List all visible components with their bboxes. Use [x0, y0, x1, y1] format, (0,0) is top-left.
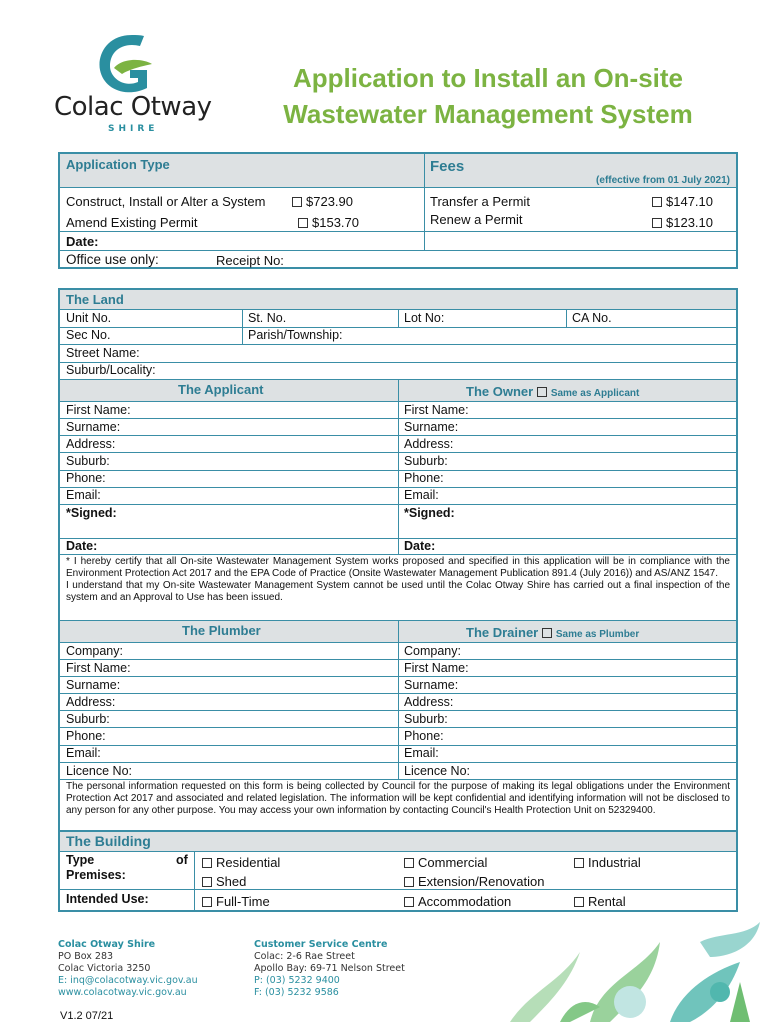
renew-checkbox[interactable]	[652, 218, 662, 228]
renew-label: Renew a Permit	[430, 212, 523, 227]
land-heading: The Land	[66, 292, 124, 307]
plumber-suburb[interactable]: Suburb:	[66, 712, 110, 726]
premises-word: Premises:	[66, 868, 126, 882]
fees-effective-date: (effective from 01 July 2021)	[596, 175, 730, 186]
construct-checkbox[interactable]	[292, 197, 302, 207]
construct-label: Construct, Install or Alter a System	[66, 194, 266, 209]
commercial-option[interactable]: Commercial	[404, 855, 487, 870]
footer-shire-contact: Colac Otway Shire PO Box 283 Colac Victoria 3250 E: inq@colacotway.vic.gov.au www.colacotway.vic.gov.au	[58, 939, 198, 998]
lot-no-field[interactable]: Lot No:	[404, 311, 445, 325]
plumber-address[interactable]: Address:	[66, 695, 116, 709]
residential-checkbox[interactable]	[202, 858, 212, 868]
drainer-suburb[interactable]: Suburb:	[404, 712, 448, 726]
owner-surname[interactable]: Surname:	[404, 420, 459, 434]
same-as-plumber-checkbox[interactable]	[542, 628, 552, 638]
plumber-phone[interactable]: Phone:	[66, 729, 106, 743]
drainer-address[interactable]: Address:	[404, 695, 454, 709]
owner-suburb[interactable]: Suburb:	[404, 454, 448, 468]
extension-checkbox[interactable]	[404, 877, 414, 887]
owner-signed[interactable]: *Signed:	[404, 506, 455, 520]
fees-heading: Fees	[430, 158, 465, 175]
certification-text: * I hereby certify that all On-site Wastewater Management System works proposed and specified in this application will be in compliance with the Environment Protection Act 2017 and the EPA Code of Practice (Onsite Wastewater Management Publication 891.4 (July 2016)) and AS/ANZ 1547. I understand that my On-site Wastewater Management System cannot be used until the Colac Otway Shire has carried out a final inspection of the system and an Approval to Use has been issued.	[66, 556, 730, 603]
intended-use-label: Intended Use:	[66, 892, 149, 906]
residential-option[interactable]: Residential	[202, 855, 280, 870]
org-sub: SHIRE	[108, 124, 159, 134]
owner-heading: The Owner Same as Applicant	[466, 384, 640, 399]
amend-option[interactable]: $153.70	[298, 215, 359, 230]
extension-option[interactable]: Extension/Renovation	[404, 874, 544, 889]
footer-email[interactable]: E: inq@colacotway.vic.gov.au	[58, 975, 198, 986]
shed-checkbox[interactable]	[202, 877, 212, 887]
application-type-heading: Application Type	[66, 157, 170, 172]
owner-first-name[interactable]: First Name:	[404, 403, 469, 417]
accommodation-checkbox[interactable]	[404, 897, 414, 907]
applicant-address[interactable]: Address:	[66, 437, 116, 451]
same-as-applicant-checkbox[interactable]	[537, 387, 547, 397]
org-name: Colac Otway	[54, 92, 212, 122]
amend-checkbox[interactable]	[298, 218, 308, 228]
plumber-heading: The Plumber	[182, 623, 261, 638]
plumber-licence[interactable]: Licence No:	[66, 764, 133, 778]
footer-website[interactable]: www.colacotway.vic.gov.au	[58, 987, 187, 998]
rental-checkbox[interactable]	[574, 897, 584, 907]
parish-field[interactable]: Parish/Township:	[248, 328, 343, 342]
unit-no-field[interactable]: Unit No.	[66, 311, 112, 325]
version-label: V1.2 07/21	[60, 1010, 114, 1022]
applicant-phone[interactable]: Phone:	[66, 471, 106, 485]
type-of-word: of	[176, 853, 188, 867]
plumber-surname[interactable]: Surname:	[66, 678, 121, 692]
receipt-label: Receipt No:	[216, 253, 284, 268]
commercial-checkbox[interactable]	[404, 858, 414, 868]
accommodation-option[interactable]: Accommodation	[404, 894, 511, 909]
transfer-checkbox[interactable]	[652, 197, 662, 207]
plumber-first-name[interactable]: First Name:	[66, 661, 131, 675]
building-table	[58, 830, 738, 912]
applicant-date[interactable]: Date:	[66, 539, 98, 553]
transfer-label: Transfer a Permit	[430, 194, 530, 209]
drainer-company[interactable]: Company:	[404, 644, 461, 658]
building-heading: The Building	[66, 833, 151, 849]
drainer-heading: The Drainer Same as Plumber	[466, 625, 640, 640]
rental-option[interactable]: Rental	[574, 894, 626, 909]
drainer-phone[interactable]: Phone:	[404, 729, 444, 743]
application-type-table	[58, 152, 738, 269]
applicant-email[interactable]: Email:	[66, 488, 101, 502]
drainer-first-name[interactable]: First Name:	[404, 661, 469, 675]
industrial-checkbox[interactable]	[574, 858, 584, 868]
privacy-text: The personal information requested on this form is being collected by Council for the purpose of making its legal obligations under the Environment Protection Act 2017 and associated and related legislation. The information will be kept confidential and identifying information will not be disclosed to any person for any other purpose. You may access your own information by contacting Council's Health Protection Unit on 52329400.	[66, 781, 730, 816]
foliage-decoration	[470, 912, 770, 1024]
street-name-field[interactable]: Street Name:	[66, 346, 140, 360]
applicant-first-name[interactable]: First Name:	[66, 403, 131, 417]
owner-phone[interactable]: Phone:	[404, 471, 444, 485]
plumber-email[interactable]: Email:	[66, 746, 101, 760]
drainer-surname[interactable]: Surname:	[404, 678, 459, 692]
sec-no-field[interactable]: Sec No.	[66, 328, 111, 342]
applicant-signed[interactable]: *Signed:	[66, 506, 117, 520]
applicant-suburb[interactable]: Suburb:	[66, 454, 110, 468]
owner-date[interactable]: Date:	[404, 539, 436, 553]
renew-option[interactable]: $123.10	[652, 215, 713, 230]
shed-option[interactable]: Shed	[202, 874, 246, 889]
transfer-option[interactable]: $147.10	[652, 194, 713, 209]
office-use-label: Office use only:	[66, 252, 159, 267]
construct-option[interactable]: $723.90	[292, 194, 353, 209]
st-no-field[interactable]: St. No.	[248, 311, 287, 325]
type-premises-label: Type	[66, 853, 95, 867]
industrial-option[interactable]: Industrial	[574, 855, 641, 870]
fulltime-checkbox[interactable]	[202, 897, 212, 907]
details-table	[58, 288, 738, 832]
applicant-surname[interactable]: Surname:	[66, 420, 121, 434]
page-title: Application to Install an On-site Wastewater Management System	[283, 63, 693, 129]
fulltime-option[interactable]: Full-Time	[202, 894, 270, 909]
app-date-label: Date:	[66, 234, 99, 249]
plumber-company[interactable]: Company:	[66, 644, 123, 658]
suburb-locality-field[interactable]: Suburb/Locality:	[66, 363, 156, 377]
drainer-email[interactable]: Email:	[404, 746, 439, 760]
amend-label: Amend Existing Permit	[66, 215, 198, 230]
owner-email[interactable]: Email:	[404, 488, 439, 502]
footer-service-centre: Customer Service Centre Colac: 2-6 Rae Street Apollo Bay: 69-71 Nelson Street P: (03) 5232 9400 F: (03) 5232 9586	[254, 939, 405, 998]
ca-no-field[interactable]: CA No.	[572, 311, 612, 325]
owner-address[interactable]: Address:	[404, 437, 454, 451]
applicant-heading: The Applicant	[178, 382, 264, 397]
drainer-licence[interactable]: Licence No:	[404, 764, 471, 778]
